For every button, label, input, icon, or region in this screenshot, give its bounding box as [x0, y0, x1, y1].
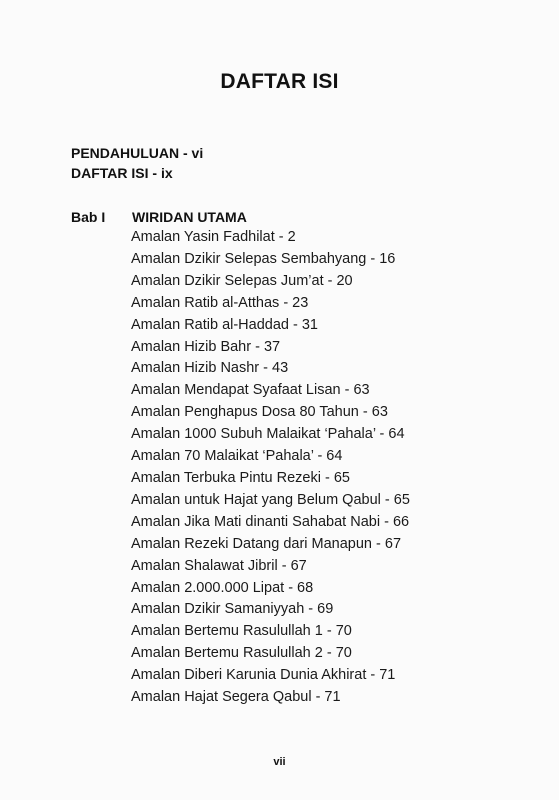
page-title: DAFTAR ISI: [220, 70, 339, 93]
toc-entry: Amalan Hizib Nashr - 43: [131, 360, 289, 377]
chapter-title: WIRIDAN UTAMA: [132, 209, 247, 225]
toc-entry: Amalan Terbuka Pintu Rezeki - 65: [131, 469, 350, 486]
toc-entry: Amalan Ratib al-Haddad - 31: [131, 316, 318, 333]
toc-entry: Amalan Jika Mati dinanti Sahabat Nabi - 66: [131, 513, 410, 530]
toc-entry: Amalan Dzikir Samaniyyah - 69: [131, 601, 334, 618]
toc-entry: Amalan Diberi Karunia Dunia Akhirat - 71: [131, 667, 396, 684]
toc-entry: Amalan Penghapus Dosa 80 Tahun - 63: [131, 404, 388, 421]
front-matter-item-daftar-isi: DAFTAR ISI - ix: [71, 165, 173, 181]
toc-entry: Amalan 2.000.000 Lipat - 68: [131, 579, 314, 596]
toc-entry: Amalan Yasin Fadhilat - 2: [131, 229, 296, 245]
toc-entry: Amalan Hizib Bahr - 37: [131, 338, 281, 355]
front-matter-list: [71, 143, 203, 183]
toc-entry: Amalan Dzikir Selepas Sembahyang - 16: [131, 250, 396, 267]
toc-entry: Amalan 70 Malaikat ‘Pahala’ - 64: [131, 448, 343, 465]
chapter-1: [71, 207, 541, 709]
page-number: vii: [273, 756, 286, 768]
chapter-heading: [71, 207, 541, 227]
toc-entry: Amalan untuk Hajat yang Belum Qabul - 65: [131, 491, 410, 508]
front-matter-item-pendahuluan: PENDAHULUAN - vi: [71, 145, 204, 161]
chapter-entries: [71, 227, 541, 709]
toc-entry: Amalan Dzikir Selepas Jum’at - 20: [131, 272, 353, 289]
toc-entry: Amalan Bertemu Rasulullah 2 - 70: [131, 645, 352, 662]
toc-entry: Amalan Shalawat Jibril - 67: [131, 557, 307, 574]
toc-entry: Amalan Hajat Segera Qabul - 71: [131, 689, 341, 706]
toc-entry: Amalan Rezeki Datang dari Manapun - 67: [131, 535, 402, 552]
toc-entry: Amalan 1000 Subuh Malaikat ‘Pahala’ - 64: [131, 426, 405, 443]
toc-entry: Amalan Ratib al-Atthas - 23: [131, 294, 309, 311]
toc-entry: Amalan Bertemu Rasulullah 1 - 70: [131, 623, 352, 640]
chapter-label: Bab I: [71, 209, 106, 225]
toc-entry: Amalan Mendapat Syafaat Lisan - 63: [131, 382, 370, 399]
